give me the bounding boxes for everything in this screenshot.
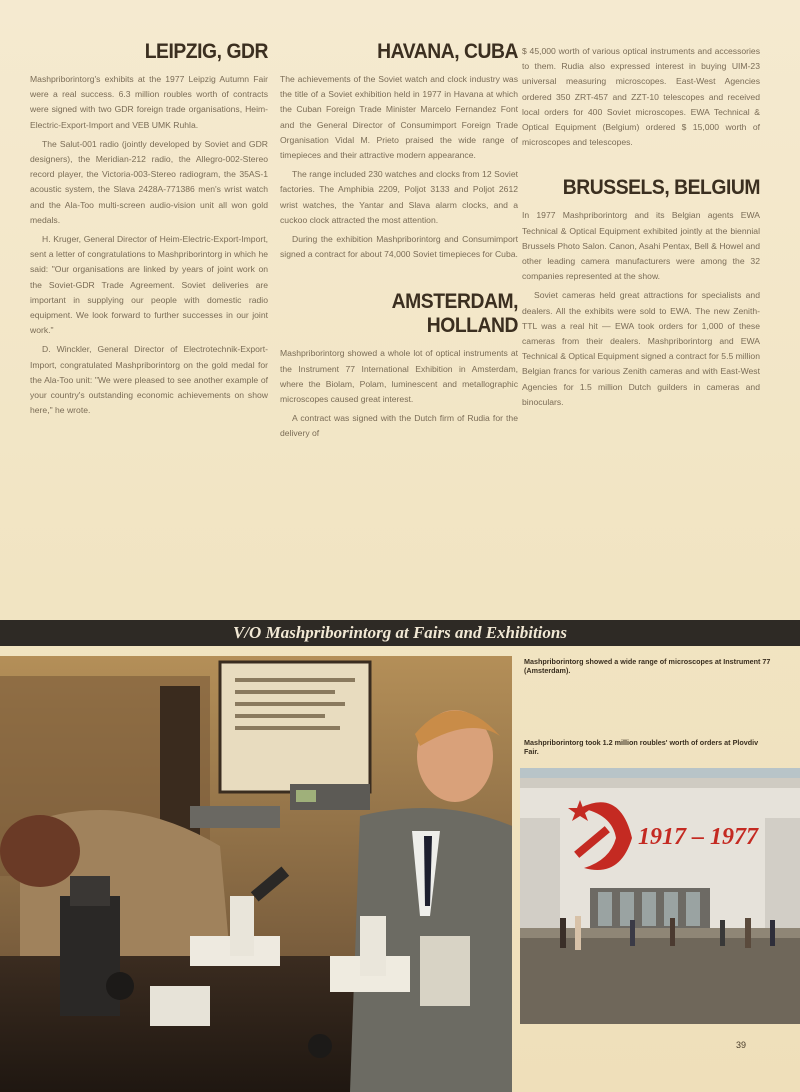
pavilion-sign: 1917 – 1977 xyxy=(638,824,758,850)
section-banner xyxy=(0,620,800,646)
continued-paragraph: $ 45,000 worth of various optical instruments and accessories to them. Rudia also expressed interest in buying UIM-23 universal measuring microscopes. East-West Agencies ordered 350 ZRT-457 and ZZT-10 telescopes and received local orders for 400 Soviet microscopes. EWA Technical & Optical Equipment (Belgium) ordered $ 15,000 worth of microscopes and telescopes. xyxy=(522,46,760,148)
banner-title: V/O Mashpriborintorg at Fairs and Exhibitions xyxy=(233,623,567,642)
havana-column xyxy=(280,40,518,446)
brussels-heading: BRUSSELS, BELGIUM xyxy=(562,176,760,200)
amsterdam-heading: AMSTERDAM, HOLLAND xyxy=(391,290,518,338)
microscopes-caption: Mashpriborintorg showed a wide range of microscopes at Instrument 77 (Amsterdam). xyxy=(524,657,771,675)
havana-paragraph: The achievements of the Soviet watch and clock industry was the title of a Soviet exhibition held in 1977 in Havana at which the Cuban Foreign Trade Minister Marcelo Fernandez Font and the General Director of Consumimport Foreign Trade Organisation Vidal M. Prieto praised the wide range of timepieces and their attractive modern appearance. xyxy=(280,74,518,161)
leipzig-column xyxy=(30,40,268,422)
microscope-exhibition-illustration xyxy=(0,656,512,1092)
page-number: 39 xyxy=(736,1040,747,1050)
brussels-paragraph: In 1977 Mashpriborintorg and its Belgian agents EWA Technical & Optical Equipment exhibited jointly at the biennial Brussels Photo Salon. Canon, Asahi Pentax, Bell & Howel and other leading camera manufacturers were among the 32 companies represented at the show. xyxy=(522,210,760,282)
plovdiv-pavilion-photo xyxy=(520,768,800,1024)
havana-paragraph: The range included 230 watches and clocks from 12 Soviet factories. The Amphibia 2209, Poljot 3133 and Poljot 2612 wrist watches, the Yantar and Slava alarm clocks, and a cuckoo clock attracted the most attention. xyxy=(280,169,518,225)
microscope-exhibition-photo xyxy=(0,656,512,1092)
havana-heading: HAVANA, CUBA xyxy=(377,40,518,63)
leipzig-heading: LEIPZIG, GDR xyxy=(144,40,268,63)
leipzig-paragraph: The Salut-001 radio (jointly developed by Soviet and GDR designers), the Meridian-212 radio, the Allegro-002-Stereo record player, the Victoria-003-Stereo radiogram, the 35AS-1 acoustic system, the Slava 2428A-771386 men's wrist watch and the Ala-Too multi-screen audio-vision unit all won gold medals. xyxy=(30,138,268,225)
havana-paragraph: During the exhibition Mashpriborintorg and Consumimport signed a contract for about 74,000 Soviet timepieces for Cuba. xyxy=(280,234,518,260)
pavilion-illustration xyxy=(520,768,800,1024)
brussels-paragraph: Soviet cameras held great attractions for specialists and dealers. All the exhibits were sold to EWA. The new Zenith-TTL was a real hit — EWA took orders for 1,000 of these cameras from their dealers. Mashpriborintorg and EWA Technical & Optical Equipment signed a contract for 5.5 million Belgian francs for various Zenith cameras and with East-West Agencies for 1.5 million Dutch guilders in cameras and binoculars. xyxy=(522,290,760,407)
leipzig-paragraph: D. Winckler, General Director of Electrotechnik-Export-Import, congratulated Mashpriborintorg on the gold medal for the Ala-Too unit: "We were pleased to see another example of your country's outstanding economic achievements on show here," he wrote. xyxy=(30,344,268,416)
leipzig-paragraph: H. Kruger, General Director of Heim-Electric-Export-Import, sent a letter of congratulations to Mashpriborintorg in which he said: "Our organisations are linked by years of joint work on the Soviet-GDR Trade Agreement. Soviet deliveries are important in supplying our people with domestic radio equipment. We look forward to further successes in our joint work." xyxy=(30,234,268,336)
leipzig-paragraph: Mashpriborintorg's exhibits at the 1977 Leipzig Autumn Fair were a real success. 6.3 million roubles worth of contracts were signed with two GDR foreign trade organisations, Heim-Electric-Export-Import and VEB UMK Ruhla. xyxy=(30,74,268,130)
amsterdam-paragraph: A contract was signed with the Dutch firm of Rudia for the delivery of xyxy=(280,413,518,439)
brussels-column xyxy=(522,44,760,414)
plovdiv-caption: Mashpriborintorg took 1.2 million roubles' worth of orders at Plovdiv Fair. xyxy=(524,738,759,756)
amsterdam-paragraph: Mashpriborintorg showed a whole lot of optical instruments at the Instrument 77 International Exhibition in Amsterdam, where the Biolam, Polam, luminescent and metallographic microscopes caused great interest. xyxy=(280,348,518,405)
